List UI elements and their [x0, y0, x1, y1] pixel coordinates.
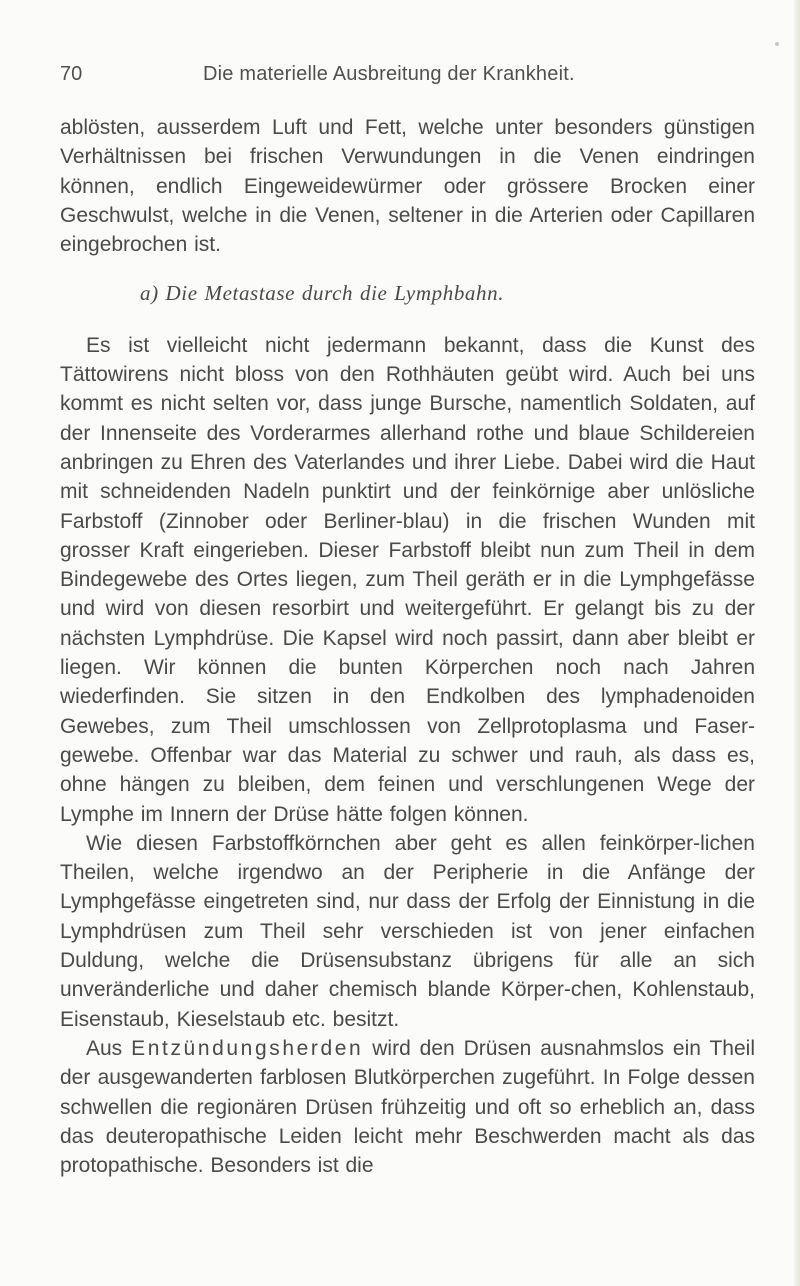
paragraph-4 [60, 1034, 755, 1180]
paragraph-2: Es ist vielleicht nicht jedermann bekannt, dass die Kunst des Tättowirens nicht bloss von den Rothhäuten geübt wird. Auch bei uns kommt es nicht selten vor, dass junge Bursche, namentlich Soldaten, auf der Innenseite des Vorderarmes allerhand rothe und blaue Schildereien anbringen zu Ehren des Vaterlandes und ihrer Liebe. Dabei wird die Haut mit schneidenden Nadeln punktirt und der feinkörnige aber unlösliche Farbstoff (Zinnober oder Berliner-blau) in die frischen Wunden mit grosser Kraft eingerieben. Dieser Farbstoff bleibt nun zum Theil in dem Bindegewebe des Ortes liegen, zum Theil geräth er in die Lymphgefässe und wird von diesen resorbirt und weitergeführt. Er gelangt bis zu der nächsten Lymphdrüse. Die Kapsel wird noch passirt, dann aber bleibt er liegen. Wir können die bunten Körperchen noch nach Jahren wiederfinden. Sie sitzen in den Endkolben des lymphadenoiden Gewebes, zum Theil umschlossen von Zellprotoplasma und Faser-gewebe. Offenbar war das Material zu schwer und rauh, als dass es, ohne hängen zu bleiben, dem feinen und verschlungenen Wege der Lymphe im Innern der Drüse hätte folgen können. [60, 333, 755, 826]
body-text [60, 113, 755, 1180]
section-heading: a) Die Metastase durch die Lymphbahn. [140, 281, 505, 306]
paragraph-4-start: Aus [86, 1036, 123, 1060]
paragraph-3: Wie diesen Farbstoffkörnchen aber geht es allen feinkörper-lichen Theilen, welche irgendwo an der Peripherie in die Anfänge der Lymphgefässe eingetreten sind, nur dass der Erfolg der Einnistung in die Lymphdrüsen zum Theil sehr verschieden ist von jener einfachen Duldung, welche die Drüsensubstanz übrigens für alle an sich unveränderliche und daher chemisch blande Körper-chen, Kohlenstaub, Eisenstaub, Kieselstaub etc. besitzt. [60, 831, 755, 1031]
page-edge [794, 0, 800, 1286]
page-number: 70 [60, 63, 83, 85]
running-head: Die materielle Ausbreitung der Krankheit. [203, 63, 575, 85]
emphasized-term: Entzündungsherden [131, 1036, 364, 1060]
paragraph-4-rest: wird den Drüsen ausnahmslos ein Theil der ausgewanderten farblosen Blutkörperchen zugeführt. In Folge dessen schwellen die regionären Drüsen frühzeitig und oft so erheblich an, dass das deuteropathische Leiden leicht mehr Beschwerden macht als das protopathische. Besonders ist die [60, 1036, 756, 1178]
page-header [60, 63, 750, 93]
paragraph-1: ablösten, ausserdem Luft und Fett, welche unter besonders günstigen Verhältnissen bei frischen Verwundungen in die Venen eindringen können, endlich Eingeweidewürmer oder grössere Brocken einer Geschwulst, welche in die Venen, seltener in die Arterien oder Capillaren eingebrochen ist. [60, 116, 755, 257]
print-speck [775, 42, 779, 46]
